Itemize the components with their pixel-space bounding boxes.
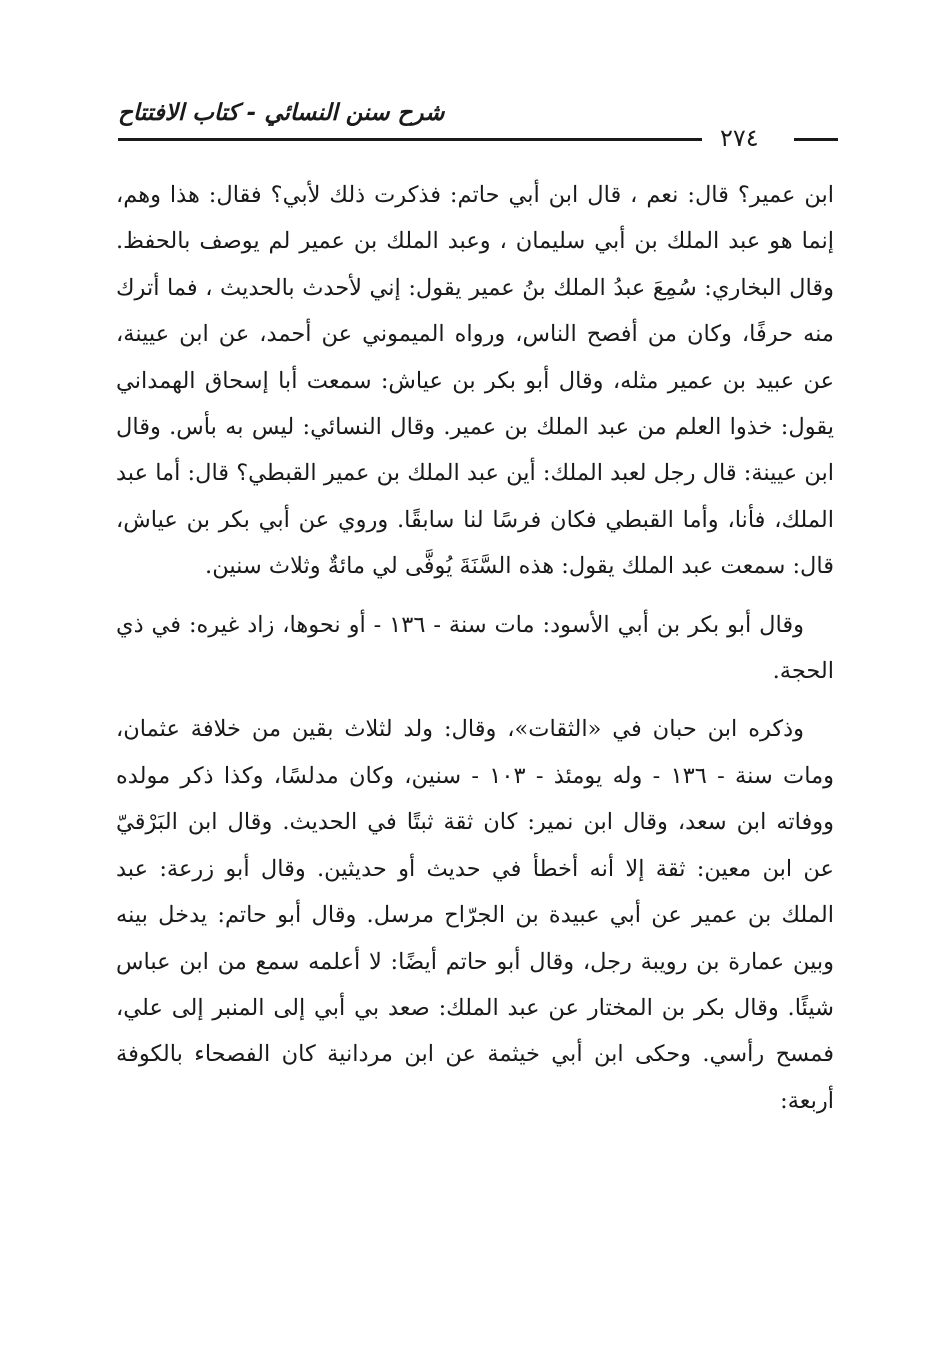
paragraph: وذكره ابن حبان في «الثقات»، وقال: ولد لثلاث بقين من خلافة عثمان، ومات سنة - ١٣٦ - وله يومئذ - ١٠٣ - سنين، وكان مدلسًا، وكذا ذكر مولده ووفاته ابن سعد، وقال ابن نمير: كان ثقة ثبتًا في الحديث. وقال ابن البَرْقيّ عن ابن معين: ثقة إلا أنه أخطأ في حديث أو حديثين. وقال أبو زرعة: عبد الملك بن عمير عن أبي عبيدة بن الجرّاح مرسل. وقال أبو حاتم: يدخل بينه وبين عمارة بن رويبة رجل، وقال أبو حاتم أيضًا: لا أعلمه سمع من ابن عباس شيئًا. وقال بكر بن المختار عن عبد الملك: صعد بي أبي إلى المنبر إلى علي، فمسح رأسي. وحكى ابن أبي خيثمة عن ابن مردانية كان الفصحاء بالكوفة أربعة: [116, 716, 834, 1114]
header-rule [118, 138, 702, 141]
page-number: ٢٧٤ [720, 124, 759, 152]
body-text [116, 172, 834, 1124]
page-header [118, 98, 838, 154]
page-number-rule [794, 138, 838, 141]
paragraph: ابن عمير؟ قال: نعم ، قال ابن أبي حاتم: فذكرت ذلك لأبي؟ فقال: هذا وهم، إنما هو عبد الملك بن أبي سليمان ، وعبد الملك بن عمير لم يوصف بالحفظ. وقال البخاري: سُمِعَ عبدُ الملك بنُ عمير يقول: إني لأحدث بالحديث ، فما أترك منه حرفًا، وكان من أفصح الناس، ورواه الميموني عن أحمد، عن ابن عيينة، عن عبيد بن عمير مثله، وقال أبو بكر بن عياش: سمعت أبا إسحاق الهمداني يقول: خذوا العلم من عبد الملك بن عمير. وقال النسائي: ليس به بأس. وقال ابن عيينة: قال رجل لعبد الملك: أين عبد الملك بن عمير القبطي؟ قال: أما عبد الملك، فأنا، وأما القبطي فكان فرسًا لنا سابقًا. وروي عن أبي بكر بن عياش، قال: سمعت عبد الملك يقول: هذه السَّنَةَ يُوفَّى لي مائةٌ وثلاث سنين. [116, 182, 834, 580]
running-title: شرح سنن النسائي - كتاب الافتتاح [118, 100, 445, 126]
paragraph: وقال أبو بكر بن أبي الأسود: مات سنة - ١٣٦ - أو نحوها، زاد غيره: في ذي الحجة. [116, 611, 834, 685]
